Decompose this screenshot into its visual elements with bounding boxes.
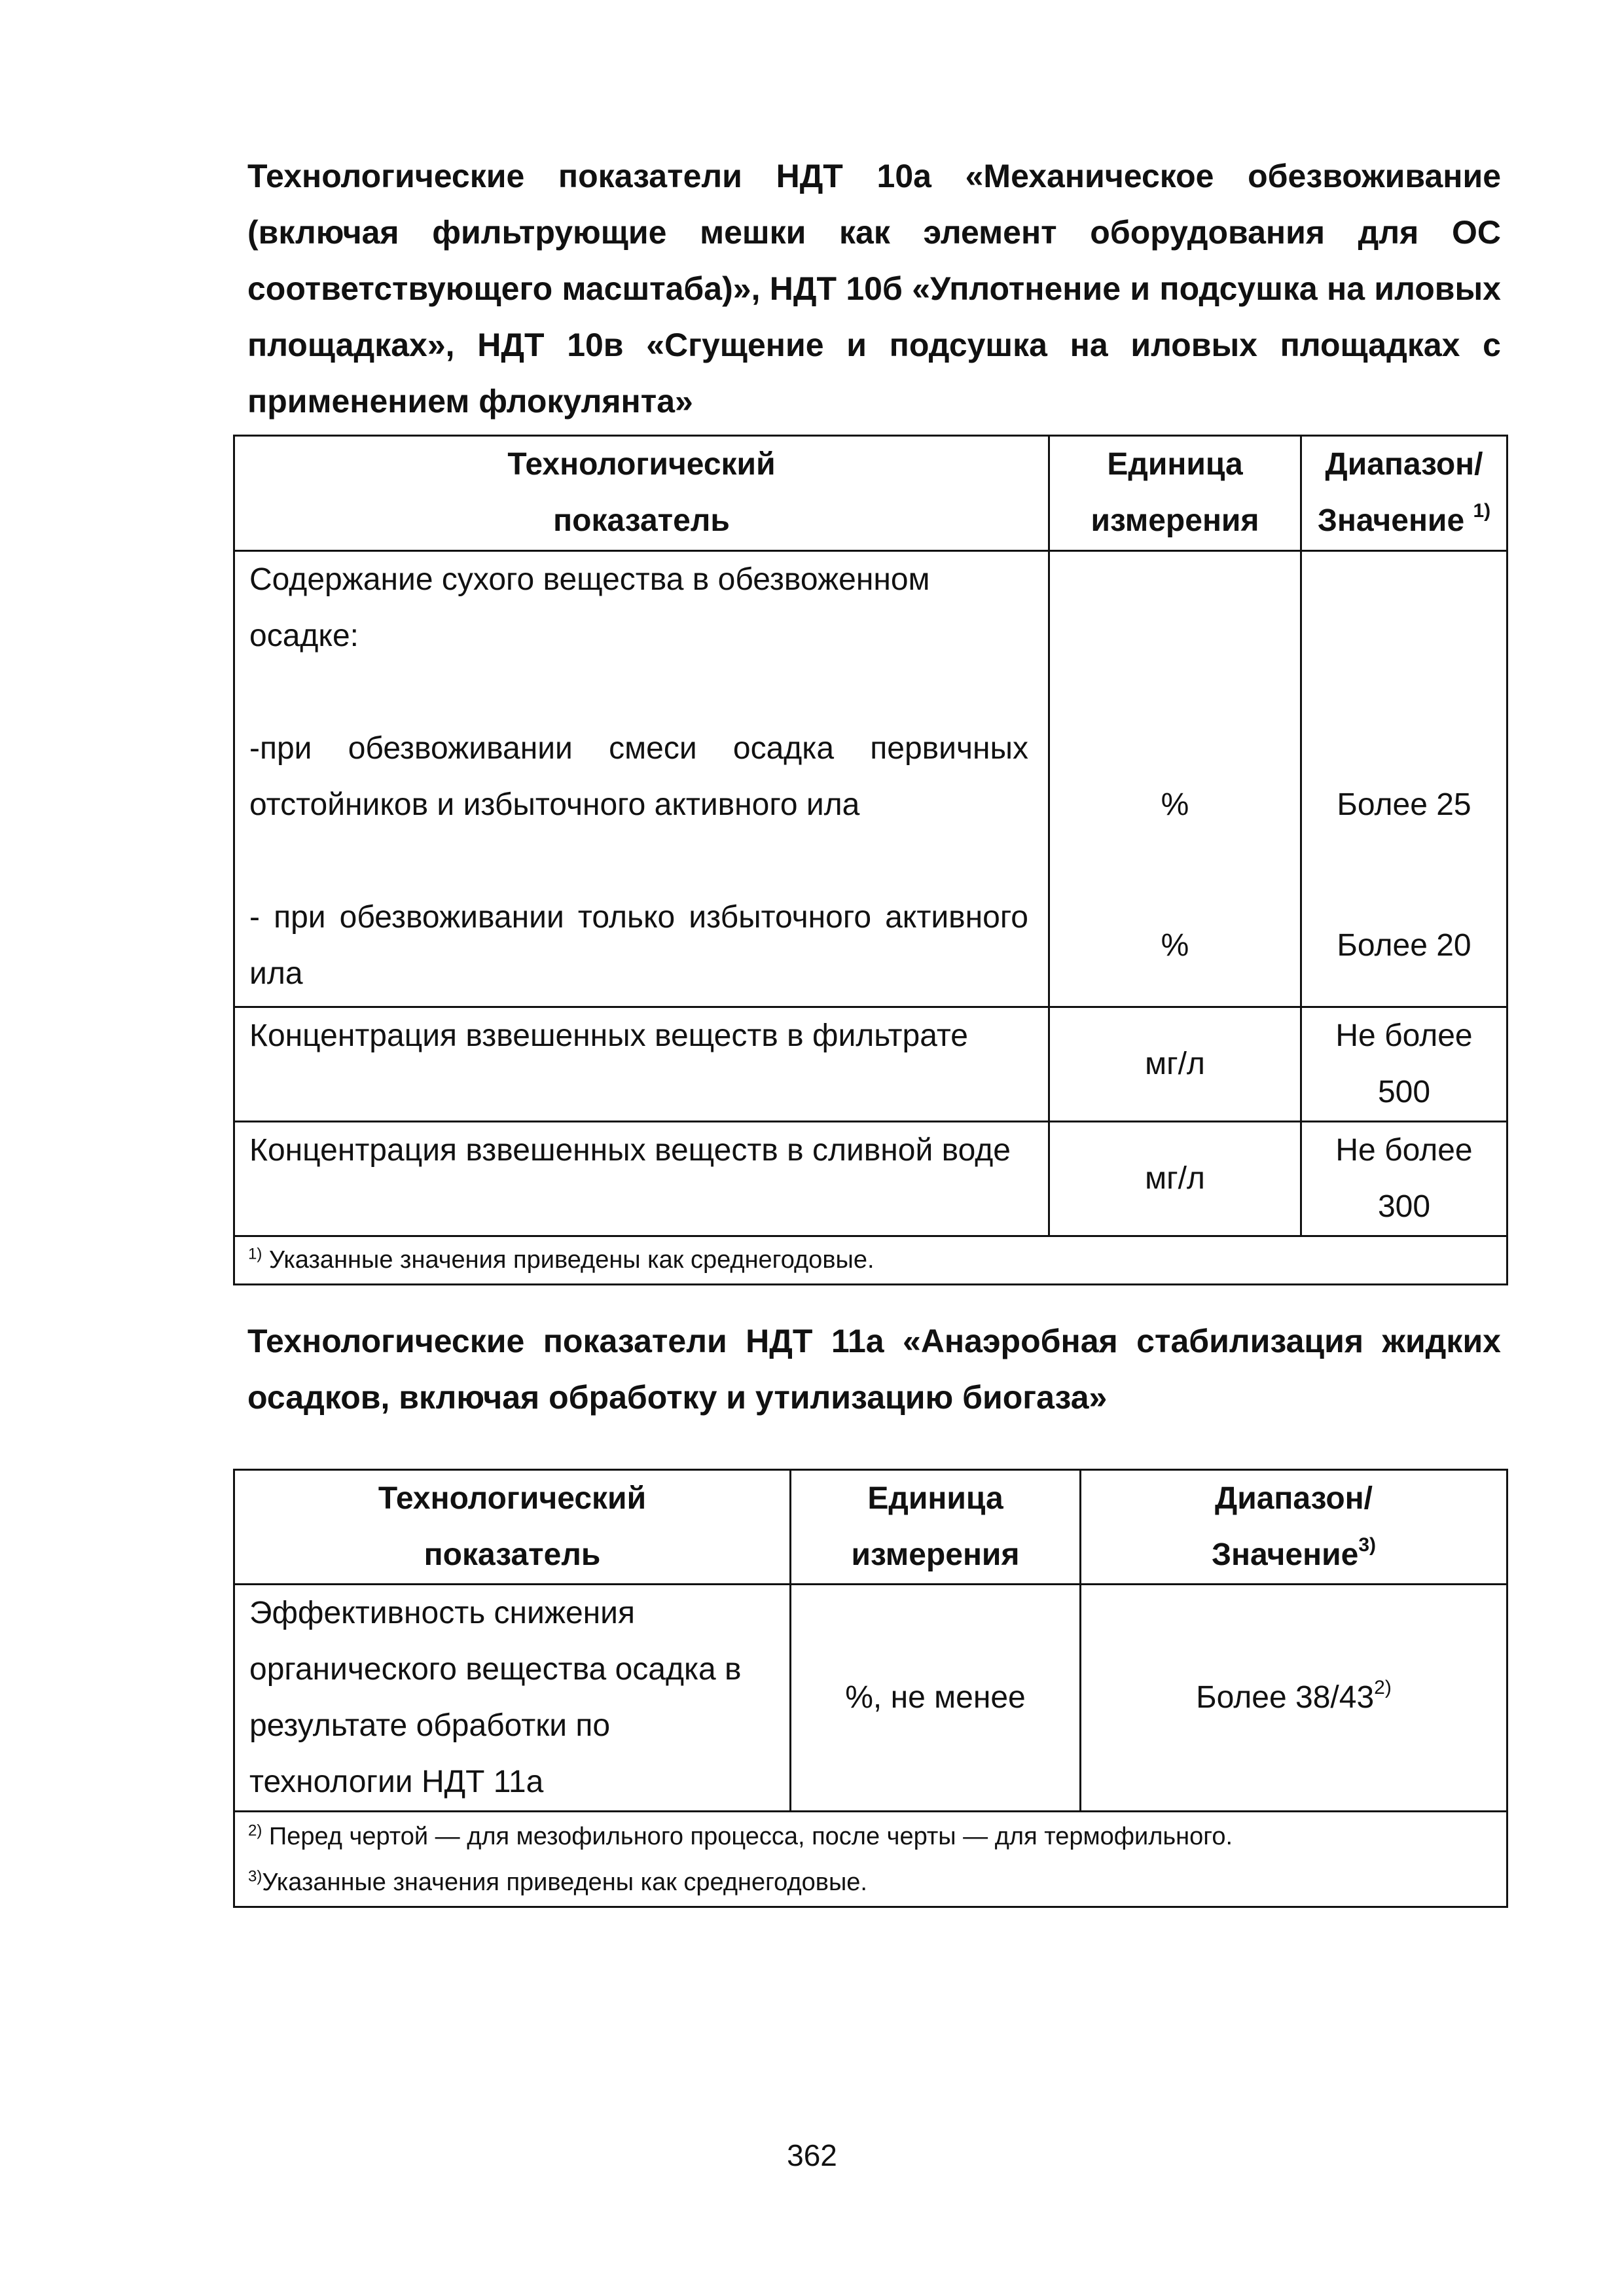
footnote-marker: 3) <box>248 1867 262 1886</box>
cell-param: Концентрация взвешенных веществ в сливной воде <box>234 1122 1049 1236</box>
param-title: Содержание сухого вещества в обезвоженном осадке: <box>249 562 930 653</box>
header-value-text: Значение <box>1211 1537 1359 1572</box>
value-line2: 500 <box>1377 1075 1431 1109</box>
value-line1: Не более <box>1335 1133 1473 1168</box>
unit-sub1: % <box>1161 787 1189 822</box>
value-line1: Не более <box>1335 1018 1473 1053</box>
footnote-2 <box>248 1859 1493 1905</box>
header-value-line1: Диапазон/ <box>1215 1481 1373 1516</box>
cell-value <box>1301 1007 1507 1122</box>
header-value-text: Значение <box>1317 503 1465 538</box>
header-unit-line1: Единица <box>867 1481 1003 1516</box>
table-note-row <box>234 1236 1507 1285</box>
cell-value <box>1301 551 1507 1007</box>
footnote-text: Указанные значения приведены как среднегодовые. <box>262 1869 867 1896</box>
header-value <box>1081 1470 1507 1585</box>
table-row <box>234 1585 1507 1812</box>
header-param <box>234 436 1049 551</box>
header-unit <box>1049 436 1301 551</box>
header-param-line1: Технологический <box>507 447 776 482</box>
header-unit-line2: измерения <box>1091 503 1259 538</box>
footnote-ref: 1) <box>1473 500 1491 522</box>
footnote-marker: 2) <box>248 1821 262 1840</box>
header-value-line2 <box>1094 1527 1493 1583</box>
param-sub2: - при обезвоживании только избыточного активного ила <box>249 900 1028 991</box>
value-sub1: Более 25 <box>1337 787 1471 822</box>
table-row <box>234 1122 1507 1236</box>
value-text: Более 38/43 <box>1196 1680 1375 1715</box>
header-param-line1: Технологический <box>378 1481 647 1516</box>
footnote-text: Указанные значения приведены как среднегодовые. <box>268 1246 875 1274</box>
header-value-line1: Диапазон/ <box>1325 447 1483 482</box>
value-line2: 300 <box>1377 1189 1431 1224</box>
footnote-1 <box>248 1814 1493 1859</box>
header-param <box>234 1470 791 1585</box>
header-value <box>1301 436 1507 551</box>
cell-unit <box>1049 551 1301 1007</box>
header-param-line2: показатель <box>424 1537 601 1572</box>
cell-param: Концентрация взвешенных веществ в фильтрате <box>234 1007 1049 1122</box>
table-note-row <box>234 1812 1507 1907</box>
cell-unit: %, не менее <box>791 1585 1081 1812</box>
cell-unit: мг/л <box>1049 1007 1301 1122</box>
cell-value <box>1301 1122 1507 1236</box>
cell-unit: мг/л <box>1049 1122 1301 1236</box>
param-sub1: -при обезвоживании смеси осадка первичных отстойников и избыточного активного ила <box>249 731 1028 822</box>
table-header-row <box>234 1470 1507 1585</box>
cell-value <box>1081 1585 1507 1812</box>
header-unit <box>791 1470 1081 1585</box>
table-ndt-11 <box>233 1469 1508 1908</box>
value-sub2: Более 20 <box>1337 928 1471 963</box>
cell-param <box>234 551 1049 1007</box>
table-row <box>234 551 1507 1007</box>
table-footnotes <box>234 1812 1507 1907</box>
table-footnote <box>234 1236 1507 1285</box>
table-ndt-10 <box>233 435 1508 1285</box>
header-unit-line2: измерения <box>851 1537 1020 1572</box>
section-heading-ndt-10: Технологические показатели НДТ 10а «Механическое обезвоживание (включая фильтрующие мешки как элемент оборудования для ОС соответствующего масштаба)», НДТ 10б «Уплотнение и подсушка на иловых площадках», НДТ 10в «Сгущение и подсушка на иловых площадках с применением флокулянта» <box>247 158 1501 420</box>
footnote-marker: 1) <box>248 1245 262 1263</box>
table-header-row <box>234 436 1507 551</box>
header-unit-line1: Единица <box>1107 447 1243 482</box>
footnote-ref: 3) <box>1358 1534 1376 1556</box>
table-row <box>234 1007 1507 1122</box>
footnote-text: Перед чертой — для мезофильного процесса, после черты — для термофильного. <box>268 1823 1233 1850</box>
header-param-line2: показатель <box>553 503 730 538</box>
footnote-ref: 2) <box>1374 1677 1392 1698</box>
header-value-line2 <box>1315 493 1493 549</box>
page-number: 362 <box>787 2138 837 2172</box>
cell-param: Эффективность снижения органического вещества осадка в результате обработки по технологии НДТ 11а <box>234 1585 791 1812</box>
section-heading-ndt-11: Технологические показатели НДТ 11а «Анаэробная стабилизация жидких осадков, включая обработку и утилизацию биогаза» <box>247 1323 1501 1416</box>
unit-sub2: % <box>1161 928 1189 963</box>
